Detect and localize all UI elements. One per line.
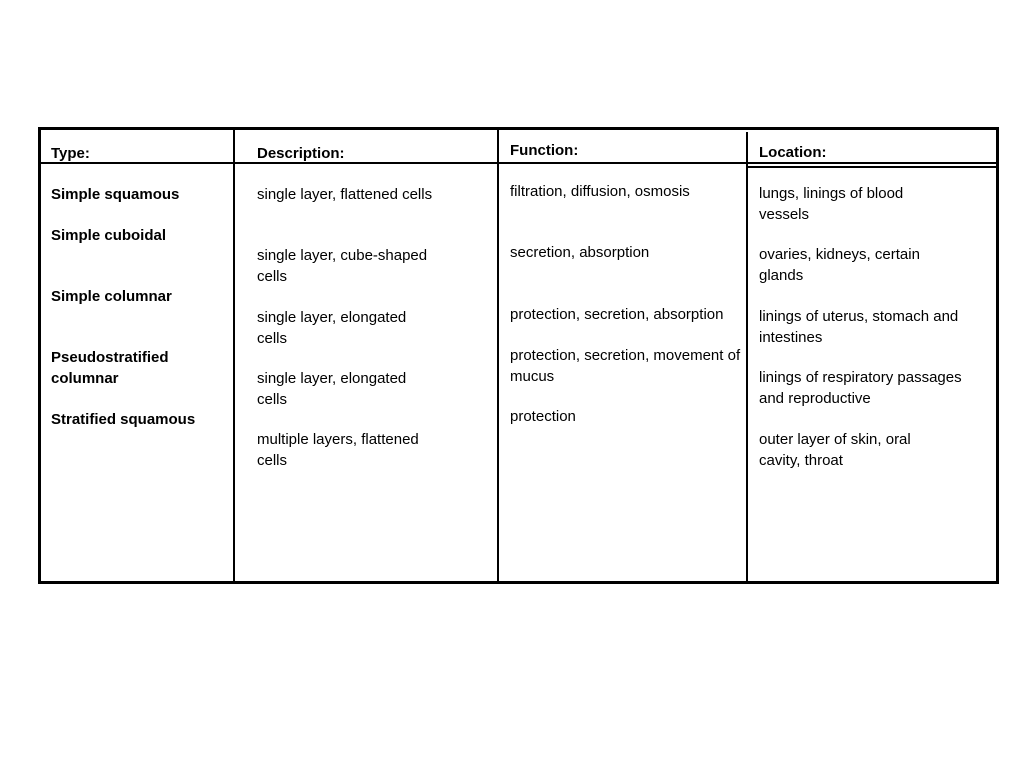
description-cell: single layer, flattened cells	[257, 186, 433, 203]
header-divider	[748, 166, 996, 168]
location-cell: lungs, linings of blood vessels	[759, 185, 904, 223]
header-type: Type:	[51, 145, 90, 162]
location-cell: ovaries, kidneys, certain glands	[759, 246, 920, 284]
function-cell: filtration, diffusion, osmosis	[510, 183, 690, 200]
type-cell: Simple cuboidal	[51, 227, 167, 244]
location-cell: linings of respiratory passages and reproductive	[759, 369, 962, 407]
type-cell: Stratified squamous	[51, 411, 196, 428]
header-function: Function:	[510, 142, 579, 159]
header-description: Description:	[257, 145, 345, 162]
type-cell: Simple columnar	[51, 288, 172, 305]
description-cell: single layer, elongated cells	[257, 370, 407, 408]
column-divider	[497, 130, 499, 581]
function-cell: protection, secretion, movement of mucus	[510, 347, 741, 385]
function-cell: protection, secretion, absorption	[510, 306, 724, 323]
function-cell: protection	[510, 408, 576, 425]
type-cell: Pseudostratified columnar	[51, 349, 169, 387]
description-cell: single layer, cube-shaped cells	[257, 247, 428, 285]
header-location: Location:	[759, 144, 827, 161]
location-cell: outer layer of skin, oral cavity, throat	[759, 431, 911, 469]
header-divider	[499, 162, 746, 164]
type-cell: Simple squamous	[51, 186, 180, 203]
location-cell: linings of uterus, stomach and intestines	[759, 308, 959, 346]
description-cell: multiple layers, flattened cells	[257, 431, 419, 469]
column-divider	[233, 130, 235, 581]
description-cell: single layer, elongated cells	[257, 309, 407, 347]
function-cell: secretion, absorption	[510, 244, 650, 261]
